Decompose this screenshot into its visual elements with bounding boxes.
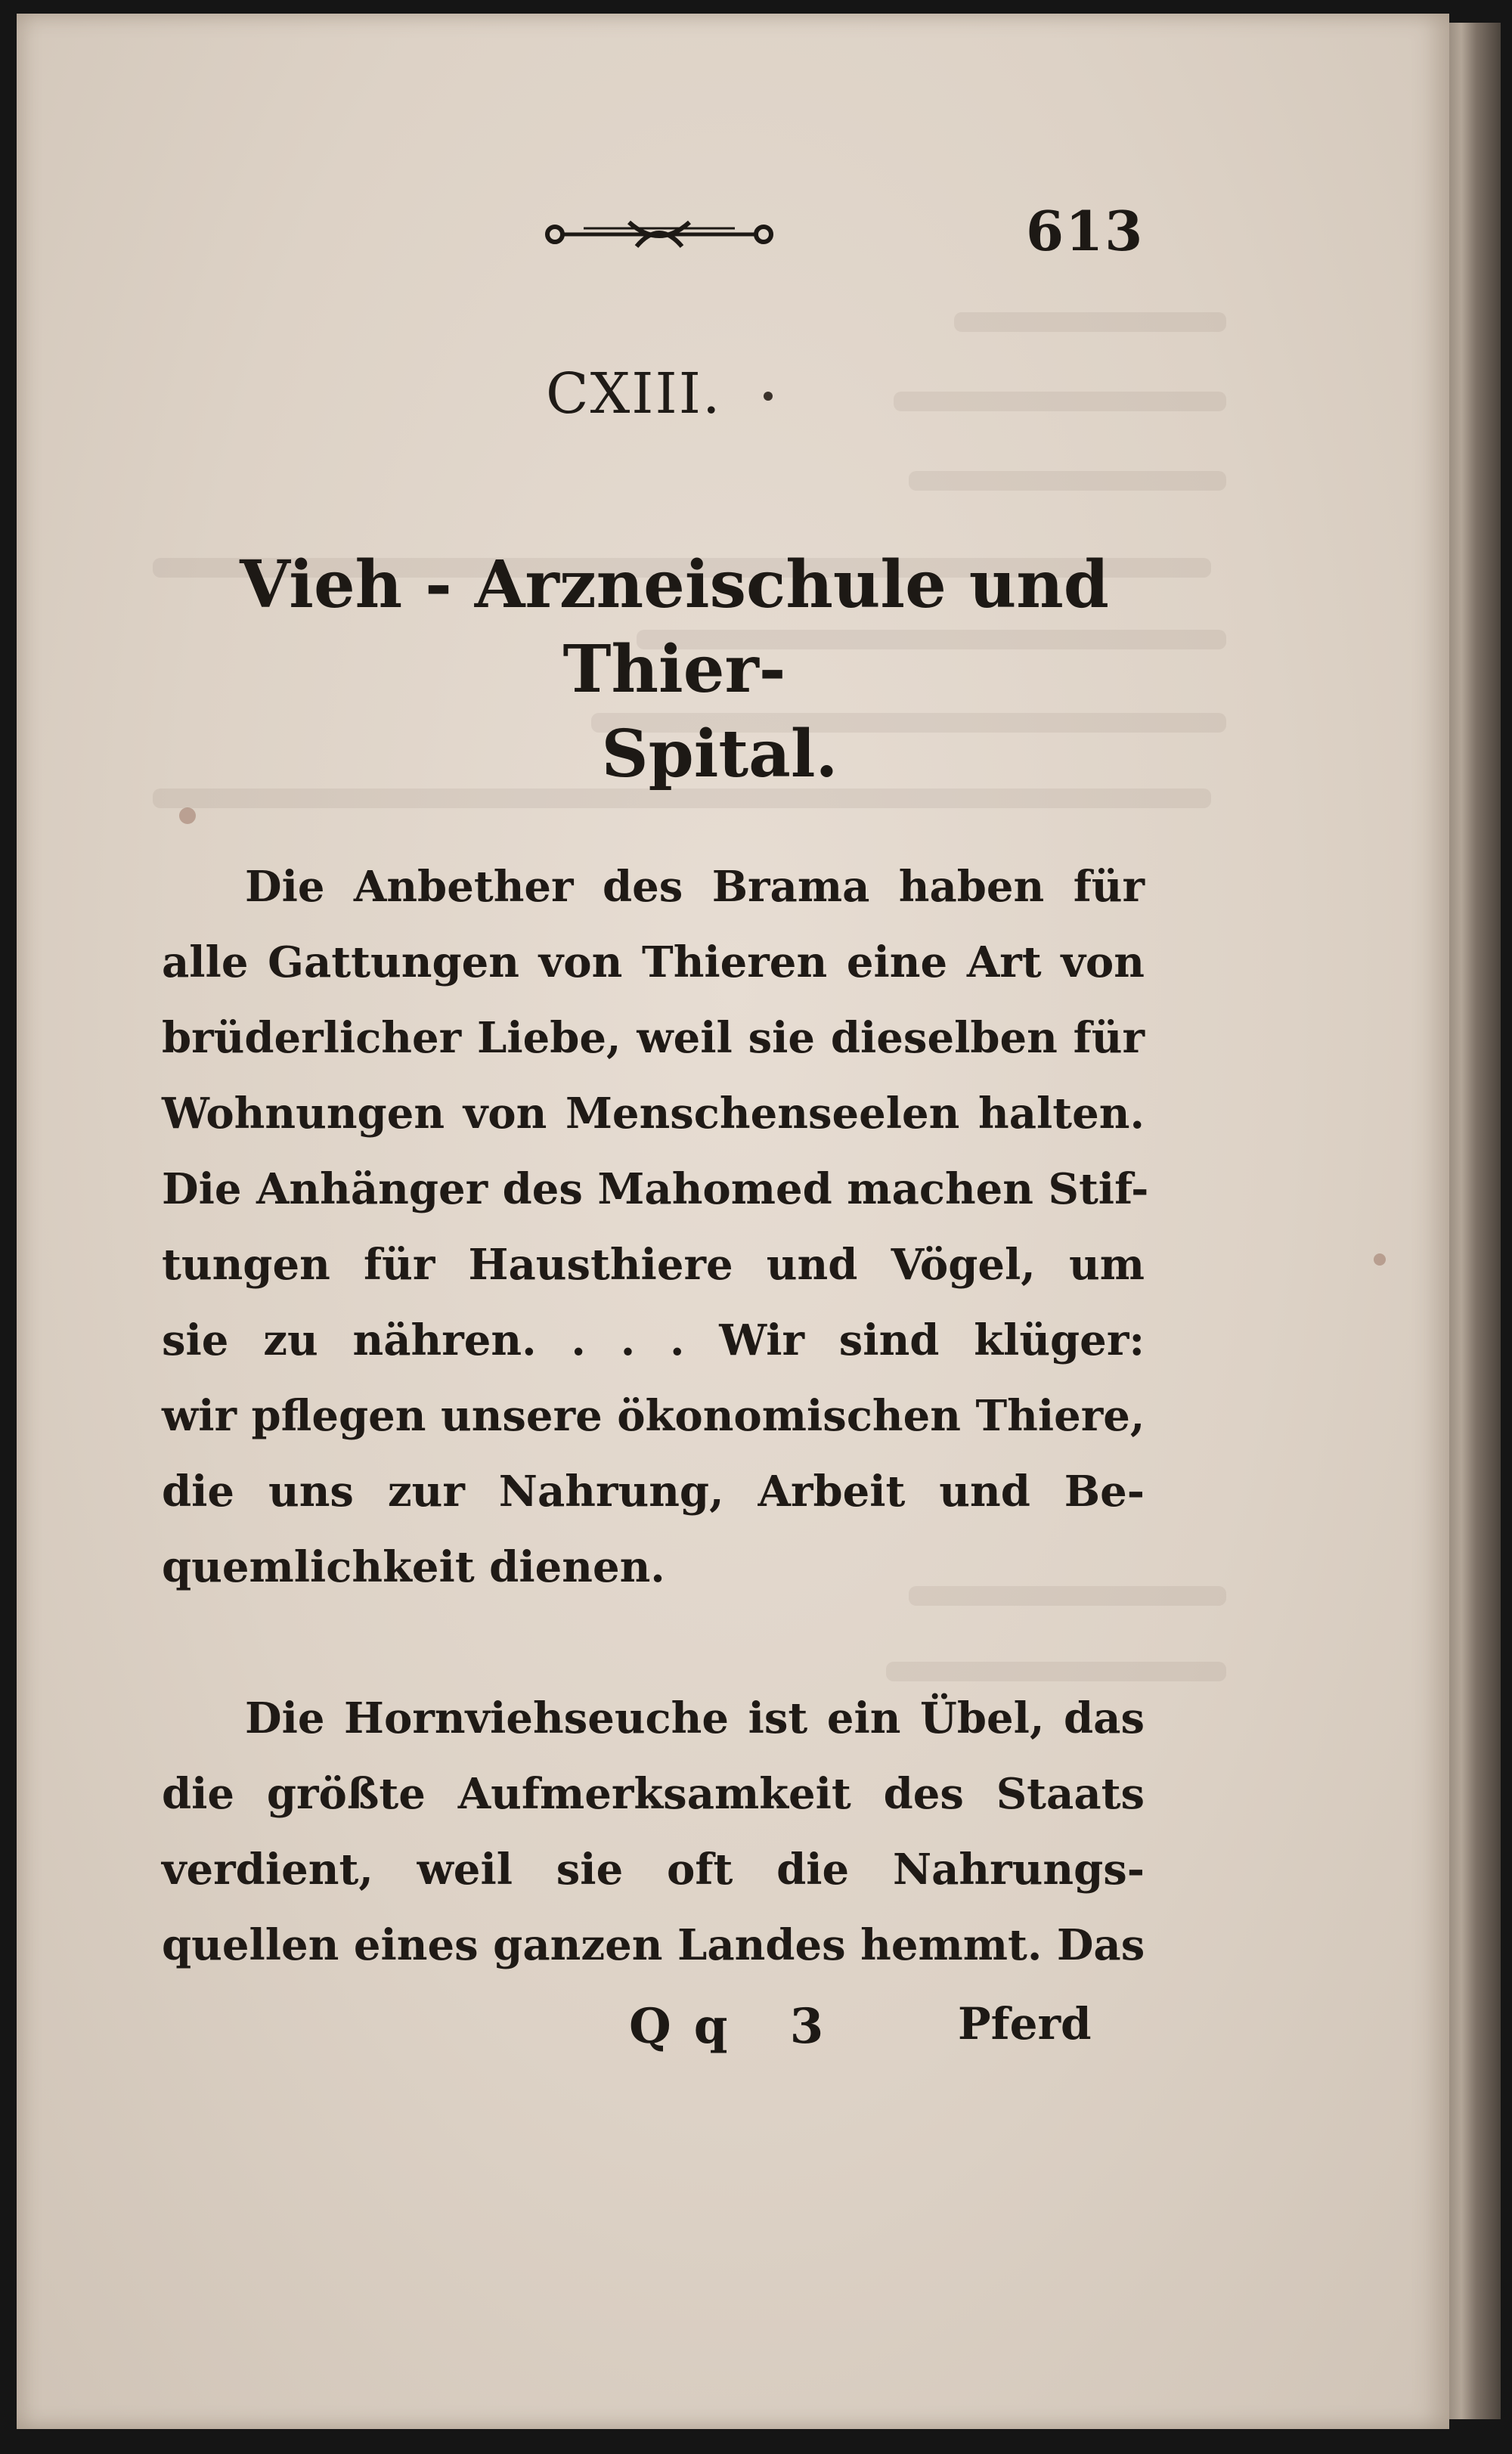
chapter-title-line: Spital.: [601, 716, 838, 792]
text-line: verdient, weil sie oft die Nahrungs-: [162, 1845, 1145, 1895]
text-line: quemlichkeit dienen.: [162, 1542, 665, 1592]
paper-stain: [1374, 1253, 1386, 1266]
chapter-number: CXIII.: [546, 361, 722, 426]
page-number: 613: [1026, 199, 1145, 263]
text-line: alle Gattungen von Thieren eine Art von: [162, 937, 1145, 987]
catchword: Pferd: [958, 1998, 1092, 2050]
chapter-title: [191, 543, 1158, 797]
chapter-title-line: Vieh - Arzneischule und Thier-: [240, 547, 1109, 708]
paper-stain: [179, 807, 196, 824]
text-line: wir pflegen unsere ökonomischen Thiere,: [162, 1391, 1145, 1441]
header-ornament-icon: [538, 212, 780, 257]
text-line: Die Anhänger des Mahomed machen Stif-: [162, 1164, 1149, 1214]
paragraph: [162, 849, 1149, 1605]
paragraph: [162, 1681, 1145, 1983]
text-line: sie zu nähren. . . . Wir sind klüger:: [162, 1315, 1145, 1365]
text-line: tungen für Hausthiere und Vögel, um: [162, 1240, 1145, 1290]
text-line: Die Hornviehseuche ist ein Übel, das: [245, 1693, 1145, 1743]
signature-mark: Qq 3: [629, 1998, 847, 2055]
text-line: die größte Aufmerksamkeit des Staats: [162, 1769, 1145, 1819]
book-page-edge: [1440, 23, 1501, 2419]
text-line: Die Anbether des Brama haben für: [245, 862, 1145, 912]
text-line: Wohnungen von Menschenseelen halten.: [162, 1089, 1145, 1139]
text-line: die uns zur Nahrung, Arbeit und Be-: [162, 1467, 1145, 1517]
book-page: [17, 14, 1449, 2429]
chapter-dot-mark: [764, 392, 773, 401]
text-line: quellen eines ganzen Landes hemmt. Das: [162, 1920, 1145, 1970]
text-line: brüderlicher Liebe, weil sie dieselben für: [162, 1013, 1145, 1063]
